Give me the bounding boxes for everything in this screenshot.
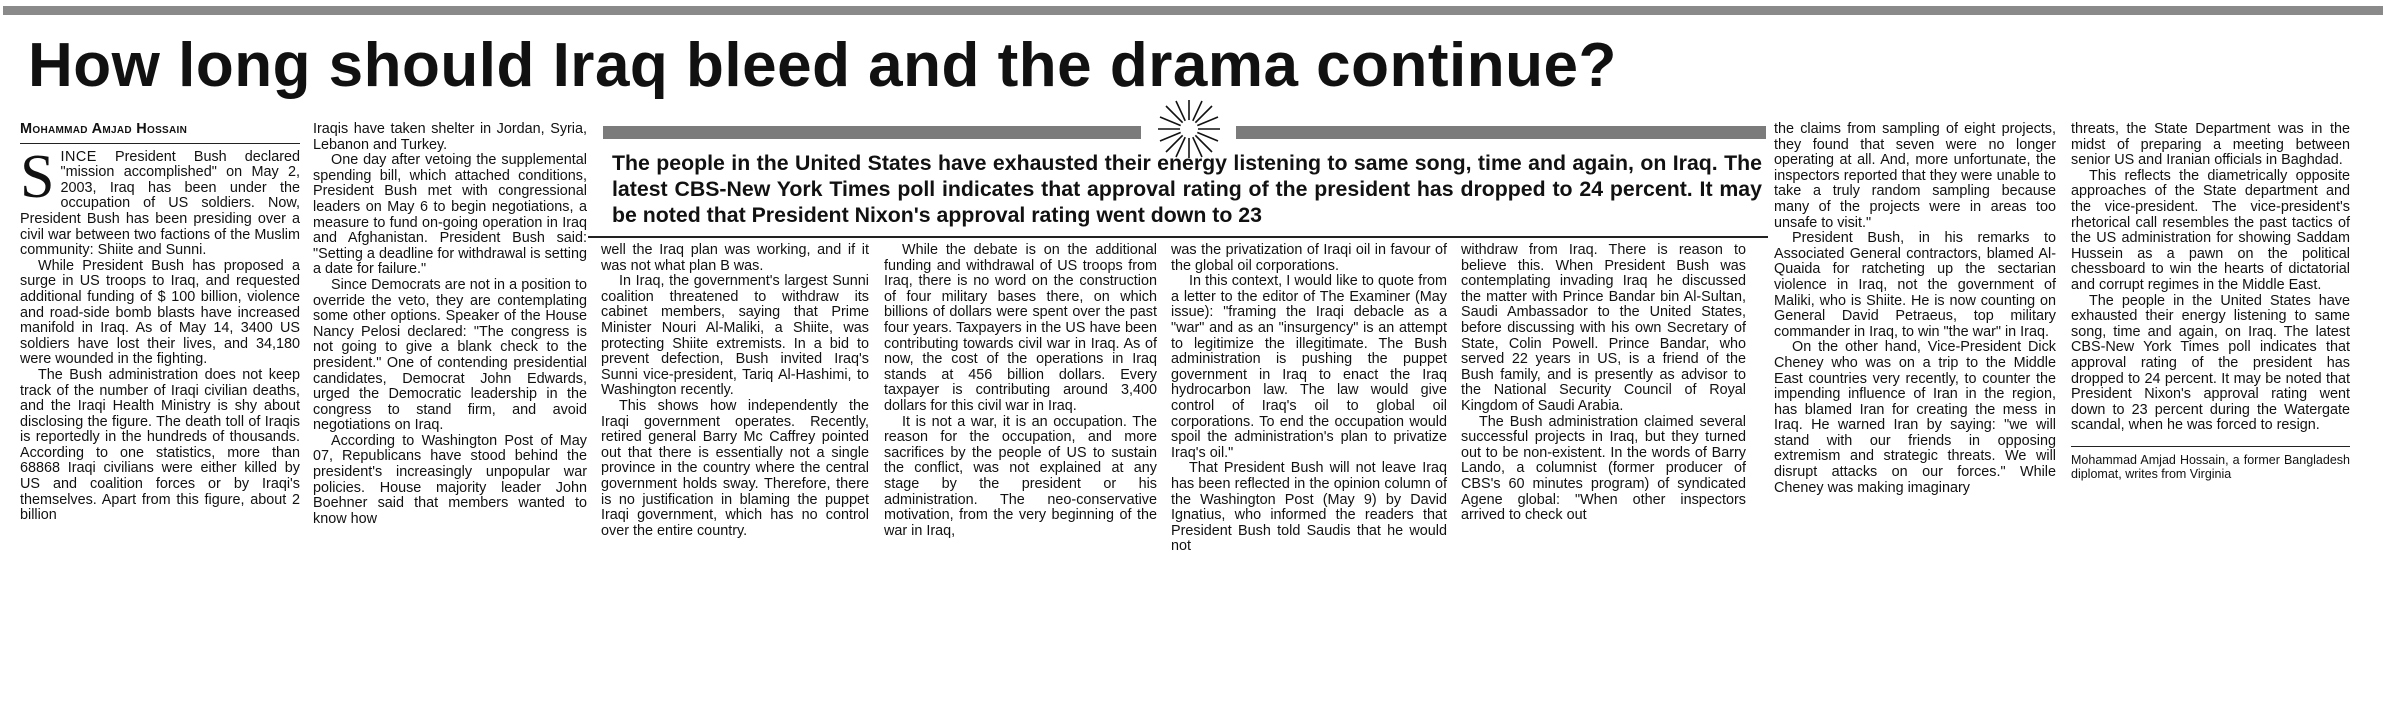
pull-quote-bar-right [1236,126,1766,139]
lead-caps: INCE [60,148,97,165]
pull-quote-bar-left [603,126,1141,139]
paragraph: President Bush, in his remarks to Associated General contractors, blamed Al-Quaida for ratcheting up the sectarian violence in Iraq, not the government of Maliki, who is Shiite. He is now counting on General David Petraeus, top military commander in Iraq, to win "the war" in Iraq. [1774,230,2056,340]
paragraph: The people in the United States have exhausted their energy listening to same song, time and again, on Iraq. The latest CBS-New York Times poll indicates that approval rating of the president has dropped to 24 percent. It may be noted that President Nixon's approval rating went down to 23 percent during the Watergate scandal, when he was forced to resign. [2071,292,2350,434]
column-1 [20,122,300,524]
paragraph: Iraqis have taken shelter in Jordan, Syria, Lebanon and Turkey. [313,121,587,153]
paragraph: Since Democrats are not in a position to override the veto, they are contemplating some other options. Speaker of the House Nancy Pelosi declared: "The congress is not going to give a blank check to the president." One of contending presidential candidates, Democrat John Edwards, urged the Democratic leadership in the congress to stand firm, and avoid negotiations on Iraq. [313,276,587,434]
paragraph: was the privatization of Iraqi oil in favour of the global oil corporations. [1171,242,1447,274]
column-8 [2071,122,2350,482]
paragraph: While the debate is on the additional funding and withdrawal of US troops from Iraq, there is no word on the construction of four military bases there, on which billions of dollars were spent over the past four years. Taxpayers in the US have been contributing towards civil war in Iraq. As of now, the cost of the operations in Iraq stands at 456 billion dollars. Every taxpayer is contributing around 3,400 dollars for this civil war in Iraq. [884,242,1157,414]
paragraph-text: President Bush declared "mission accomplished" on May 2, 2003, Iraq has been under the occupation of US soldiers. Now, President Bush has been presiding over a civil war between two factions of the Muslim community: Shiite and Sunni. [20,148,300,259]
paragraph: The Bush administration claimed several successful projects in Iraq, but they turned out to be non-existent. In the words of Barry Lando, a columnist (former producer of CBS's 60 minutes program) of syndicated Agene global: "When other inspectors arrived to check out [1461,413,1746,524]
headline: How long should Iraq bleed and the drama continue? [28,31,1617,100]
paragraph: It is not a war, it is an occupation. The reason for the occupation, and more sacrifices by the people of US to sustain the conflict, was not explained at any stage by the president or his administration. The neo-conservative motivation, from the very beginning of the war in Iraq, [884,413,1157,539]
top-rule [3,6,2383,15]
column-6 [1461,243,1746,524]
paragraph: threats, the State Department was in the midst of preparing a meeting between senior US and Iranian officials in Baghdad. [2071,121,2350,169]
paragraph: That President Bush will not leave Iraq has been reflected in the opinion column of the Washington Post (May 9) by David Ignatius, who informed the readers that President Bush told Saudis that he would not [1171,460,1447,555]
pull-quote-underline [588,236,1768,238]
paragraph: This reflects the diametrically opposite approaches of the State department and the vice-president. The vice-president's rhetorical call resembles the past tactics of the US administration for showing Saddam Hussein as a pawn on the political chessboard to win the hearts of dictatorial and corrupt regimes in the Middle East. [2071,167,2350,293]
drop-cap: S [20,142,55,211]
paragraph: The Bush administration does not keep track of the number of Iraqi civilian deaths, and the Iraqi Health Ministry is shy about disclosing the figure. The death toll of Iraqis is reportedly in the hundreds of thousands. According to one statistics, more than 68868 Iraqi civilians were either killed by US and coalition forces or by Iraqi's themselves. Apart from this figure, about 2 billion [20,366,300,524]
column-7 [1774,122,2056,496]
column-3 [601,243,869,539]
paragraph: One day after vetoing the supplemental spending bill, which attached conditions, President Bush met with congressional leaders on May 6 to begin negotiations, a measure to fund on-going operation in Iraq and Afghanistan. President Bush said: "Setting a deadline for withdrawal is setting a date for failure." [313,152,587,278]
paragraph: According to Washington Post of May 07, Republicans have stood behind the president's increasingly unpopular war policies. House majority leader John Boehner said that members wanted to know how [313,432,587,527]
pull-quote: The people in the United States have exhausted their energy listening to same song, time and again, on Iraq. The latest CBS-New York Times poll indicates that approval rating of the president has dropped to 24 percent. It may be noted that President Nixon's approval rating went down to 23 [612,151,1762,227]
paragraph: While President Bush has proposed a surge in US troops to Iraq, and requested additional funding of $ 100 billion, violence and road-side bomb blasts have increased manifold in Iraq. As of May 14, 3400 US soldiers have lost their lives, and 34,180 were wounded in the fighting. [20,257,300,368]
paragraph: In this context, I would like to quote from a letter to the editor of The Examiner (May issue): "framing the Iraqi debacle as a "war" and as an "insurgency" is an attempt to legitimize the illegitimate. The Bush administration is pushing the puppet government in Iraq to enact the Iraq hydrocarbon law. The law would give control of Iraq's oil to global oil corporations. To end the occupation would spoil the administration's plan to privatize Iraq's oil." [1171,273,1447,461]
column-2 [313,122,587,527]
paragraph: In Iraq, the government's largest Sunni coalition threatened to withdraw its cabinet members, saying that Prime Minister Nouri Al-Maliki, a Shiite, was protecting Shiite extremists. In a bid to prevent defection, Bush invited Iraq's Sunni vice-president, Tariq Al-Hashimi, to Washington recently. [601,273,869,399]
column-5 [1171,243,1447,555]
paragraph: well the Iraq plan was working, and if it was not what plan B was. [601,242,869,274]
author-credit: Mohammad Amjad Hossain, a former Bangladesh diplomat, writes from Virginia [2071,452,2350,482]
paragraph: This shows how independently the Iraqi government operates. Recently, retired general Barry Mc Caffrey pointed out that there is essentially not a single province in the country where the central government holds sway. Therefore, there is no justification in blaming the puppet Iraqi government, which has no control over the entire country. [601,397,869,539]
byline: Mohammad Amjad Hossain [20,122,300,144]
paragraph: the claims from sampling of eight projects, they found that seven were no longer operating at all. And, more unfortunate, the inspectors reported that they were unable to take a truly random sampling because many of the projects were in areas too unsafe to visit." [1774,121,2056,231]
paragraph: withdraw from Iraq. There is reason to believe this. When President Bush was contemplating invading Iraq he discussed the matter with Prince Bandar bin Al-Sultan, Saudi Ambassador to the United States, before discussing with his own Secretary of State, Colin Powell. Prince Bandar, who served 22 years in US, is a friend of the Bush family, and is presently as advisor to the National Security Council of Royal Kingdom of Saudi Arabia. [1461,242,1746,414]
column-4 [884,243,1157,539]
paragraph [20,142,300,259]
credit-divider [2071,446,2350,447]
paragraph: On the other hand, Vice-President Dick Cheney who was on a trip to the Middle East countries very recently, to counter the impending influence of Iran in the region, has blamed Iran for creating the mess in Iraq. He warned Iran by saying: "we will stand with our friends in opposing extremism and strategic threats. We will disrupt attacks on our forces." While Cheney was making imaginary [1774,339,2056,496]
